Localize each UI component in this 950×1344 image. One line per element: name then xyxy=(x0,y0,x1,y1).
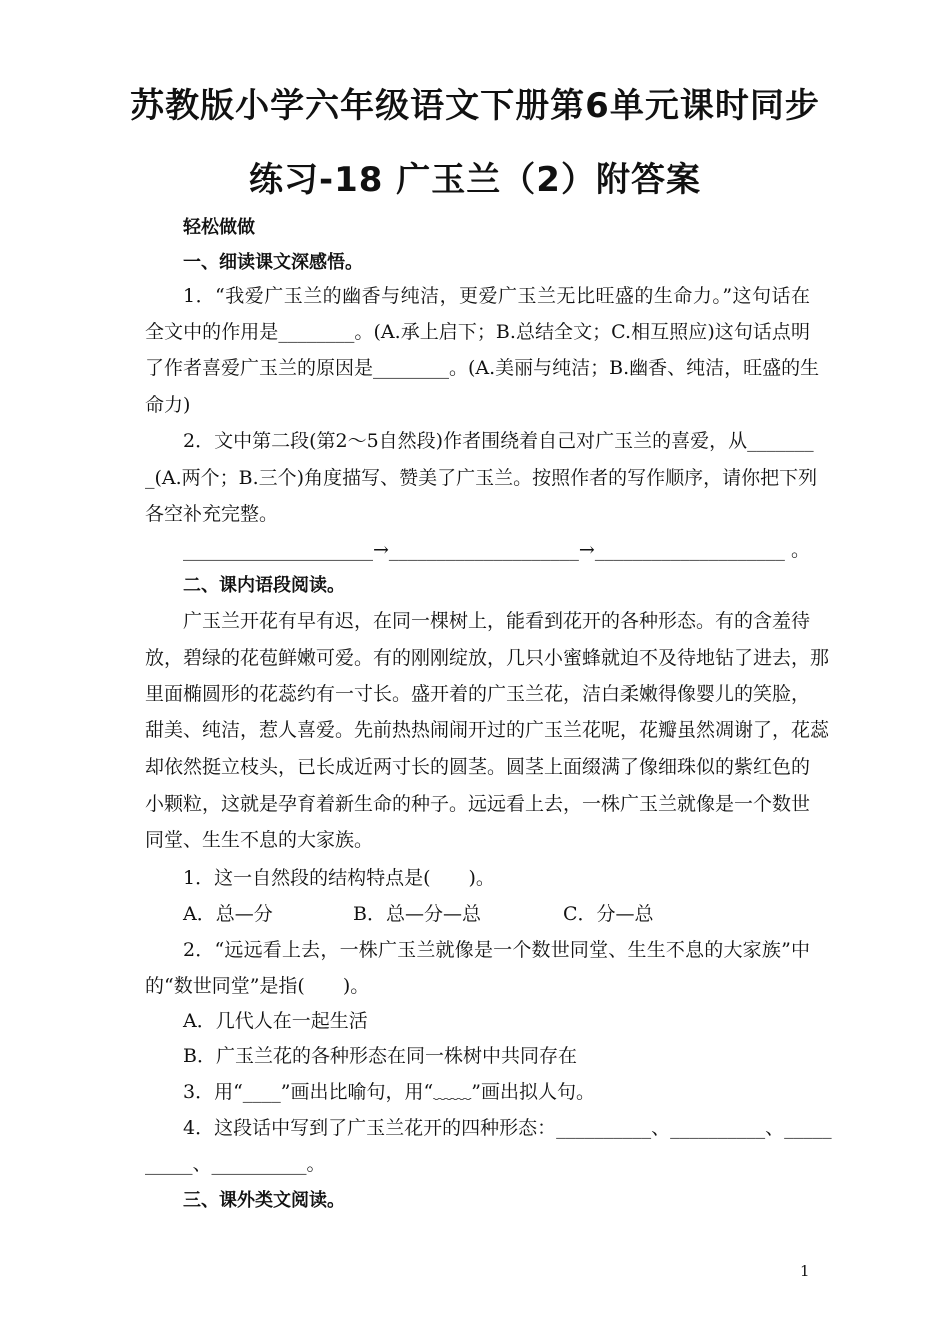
s1-q1-line2: 全文中的作用是________。(A.承上启下；B.总结全文；C.相互照应)这句话点明 xyxy=(145,321,810,343)
section3-heading: 三、课外类文阅读。 xyxy=(183,1190,345,1211)
s2-q2-option-a: A．几代人在一起生活 xyxy=(183,1010,368,1032)
s1-q2-line2: _(A.两个；B.三个)角度描写、赞美了广玉兰。按照作者的写作顺序，请你把下列 xyxy=(145,467,818,489)
passage-line: 小颗粒，这就是孕育着新生命的种子。远远看上去，一株广玉兰就像是一个数世 xyxy=(145,793,811,815)
section2-heading: 二、课内语段阅读。 xyxy=(183,575,345,596)
s2-q3: 3．用“____”画出比喻句，用“﹏﹏”画出拟人句。 xyxy=(183,1081,595,1103)
s2-q4-line1: 4．这段话中写到了广玉兰花开的四种形态：__________、__________、_____ xyxy=(183,1117,832,1139)
s1-q1-line3: 了作者喜爱广玉兰的原因是________。(A.美丽与纯洁；B.幽香、纯洁，旺盛的生 xyxy=(145,357,820,379)
passage-line: 里面椭圆形的花蕊约有一寸长。盛开着的广玉兰花，洁白柔嫩得像婴儿的笑脸， xyxy=(145,683,811,705)
passage-line: 广玉兰开花有早有迟，在同一棵树上，能看到花开的各种形态。有的含羞待 xyxy=(183,610,811,632)
s1-q1-line4: 命力) xyxy=(145,394,191,416)
s2-q2-option-b: B．广玉兰花的各种形态在同一株树中共同存在 xyxy=(183,1045,577,1067)
option-b: B．总—分—总 xyxy=(353,903,481,925)
section1-heading: 一、细读课文深感悟。 xyxy=(183,252,363,273)
s2-q1-stem: 1．这一自然段的结构特点是( )。 xyxy=(183,867,495,889)
s1-q2-line1: 2．文中第二段(第2～5自然段)作者围绕着自己对广玉兰的喜爱，从_______ xyxy=(183,430,814,452)
passage-line: 放，碧绿的花苞鲜嫩可爱。有的刚刚绽放，几只小蜜蜂就迫不及待地钻了进去，那 xyxy=(145,647,830,669)
passage-line: 甜美、纯洁，惹人喜爱。先前热热闹闹开过的广玉兰花呢，花瓣虽然凋谢了，花蕊 xyxy=(145,719,830,741)
option-c: C．分—总 xyxy=(563,903,654,925)
s1-q1-line1: 1．“我爱广玉兰的幽香与纯洁，更爱广玉兰无比旺盛的生命力。”这句话在 xyxy=(183,285,810,307)
passage-line: 却依然挺立枝头，已长成近两寸长的圆茎。圆茎上面缀满了像细珠似的紫红色的 xyxy=(145,756,811,778)
document-title-line1: 苏教版小学六年级语文下册第6单元课时同步 xyxy=(130,86,820,126)
s2-q1-options xyxy=(183,896,810,932)
s2-q2-line2: 的“数世同堂”是指( )。 xyxy=(145,975,370,997)
document-title-line2: 练习-18 广玉兰（2）附答案 xyxy=(249,160,701,200)
s1-q2-answer-blanks: ____________________→____________________→____________________。 xyxy=(183,539,810,561)
intro-heading: 轻松做做 xyxy=(183,217,255,238)
option-a: A．总—分 xyxy=(183,903,273,925)
page-number: 1 xyxy=(800,1262,810,1280)
s2-q4-line2: _____、__________。 xyxy=(145,1153,326,1175)
s1-q2-line3: 各空补充完整。 xyxy=(145,503,279,525)
passage-line: 同堂、生生不息的大家族。 xyxy=(145,829,374,851)
s2-q2-line1: 2．“远远看上去，一株广玉兰就像是一个数世同堂、生生不息的大家族”中 xyxy=(183,939,810,961)
